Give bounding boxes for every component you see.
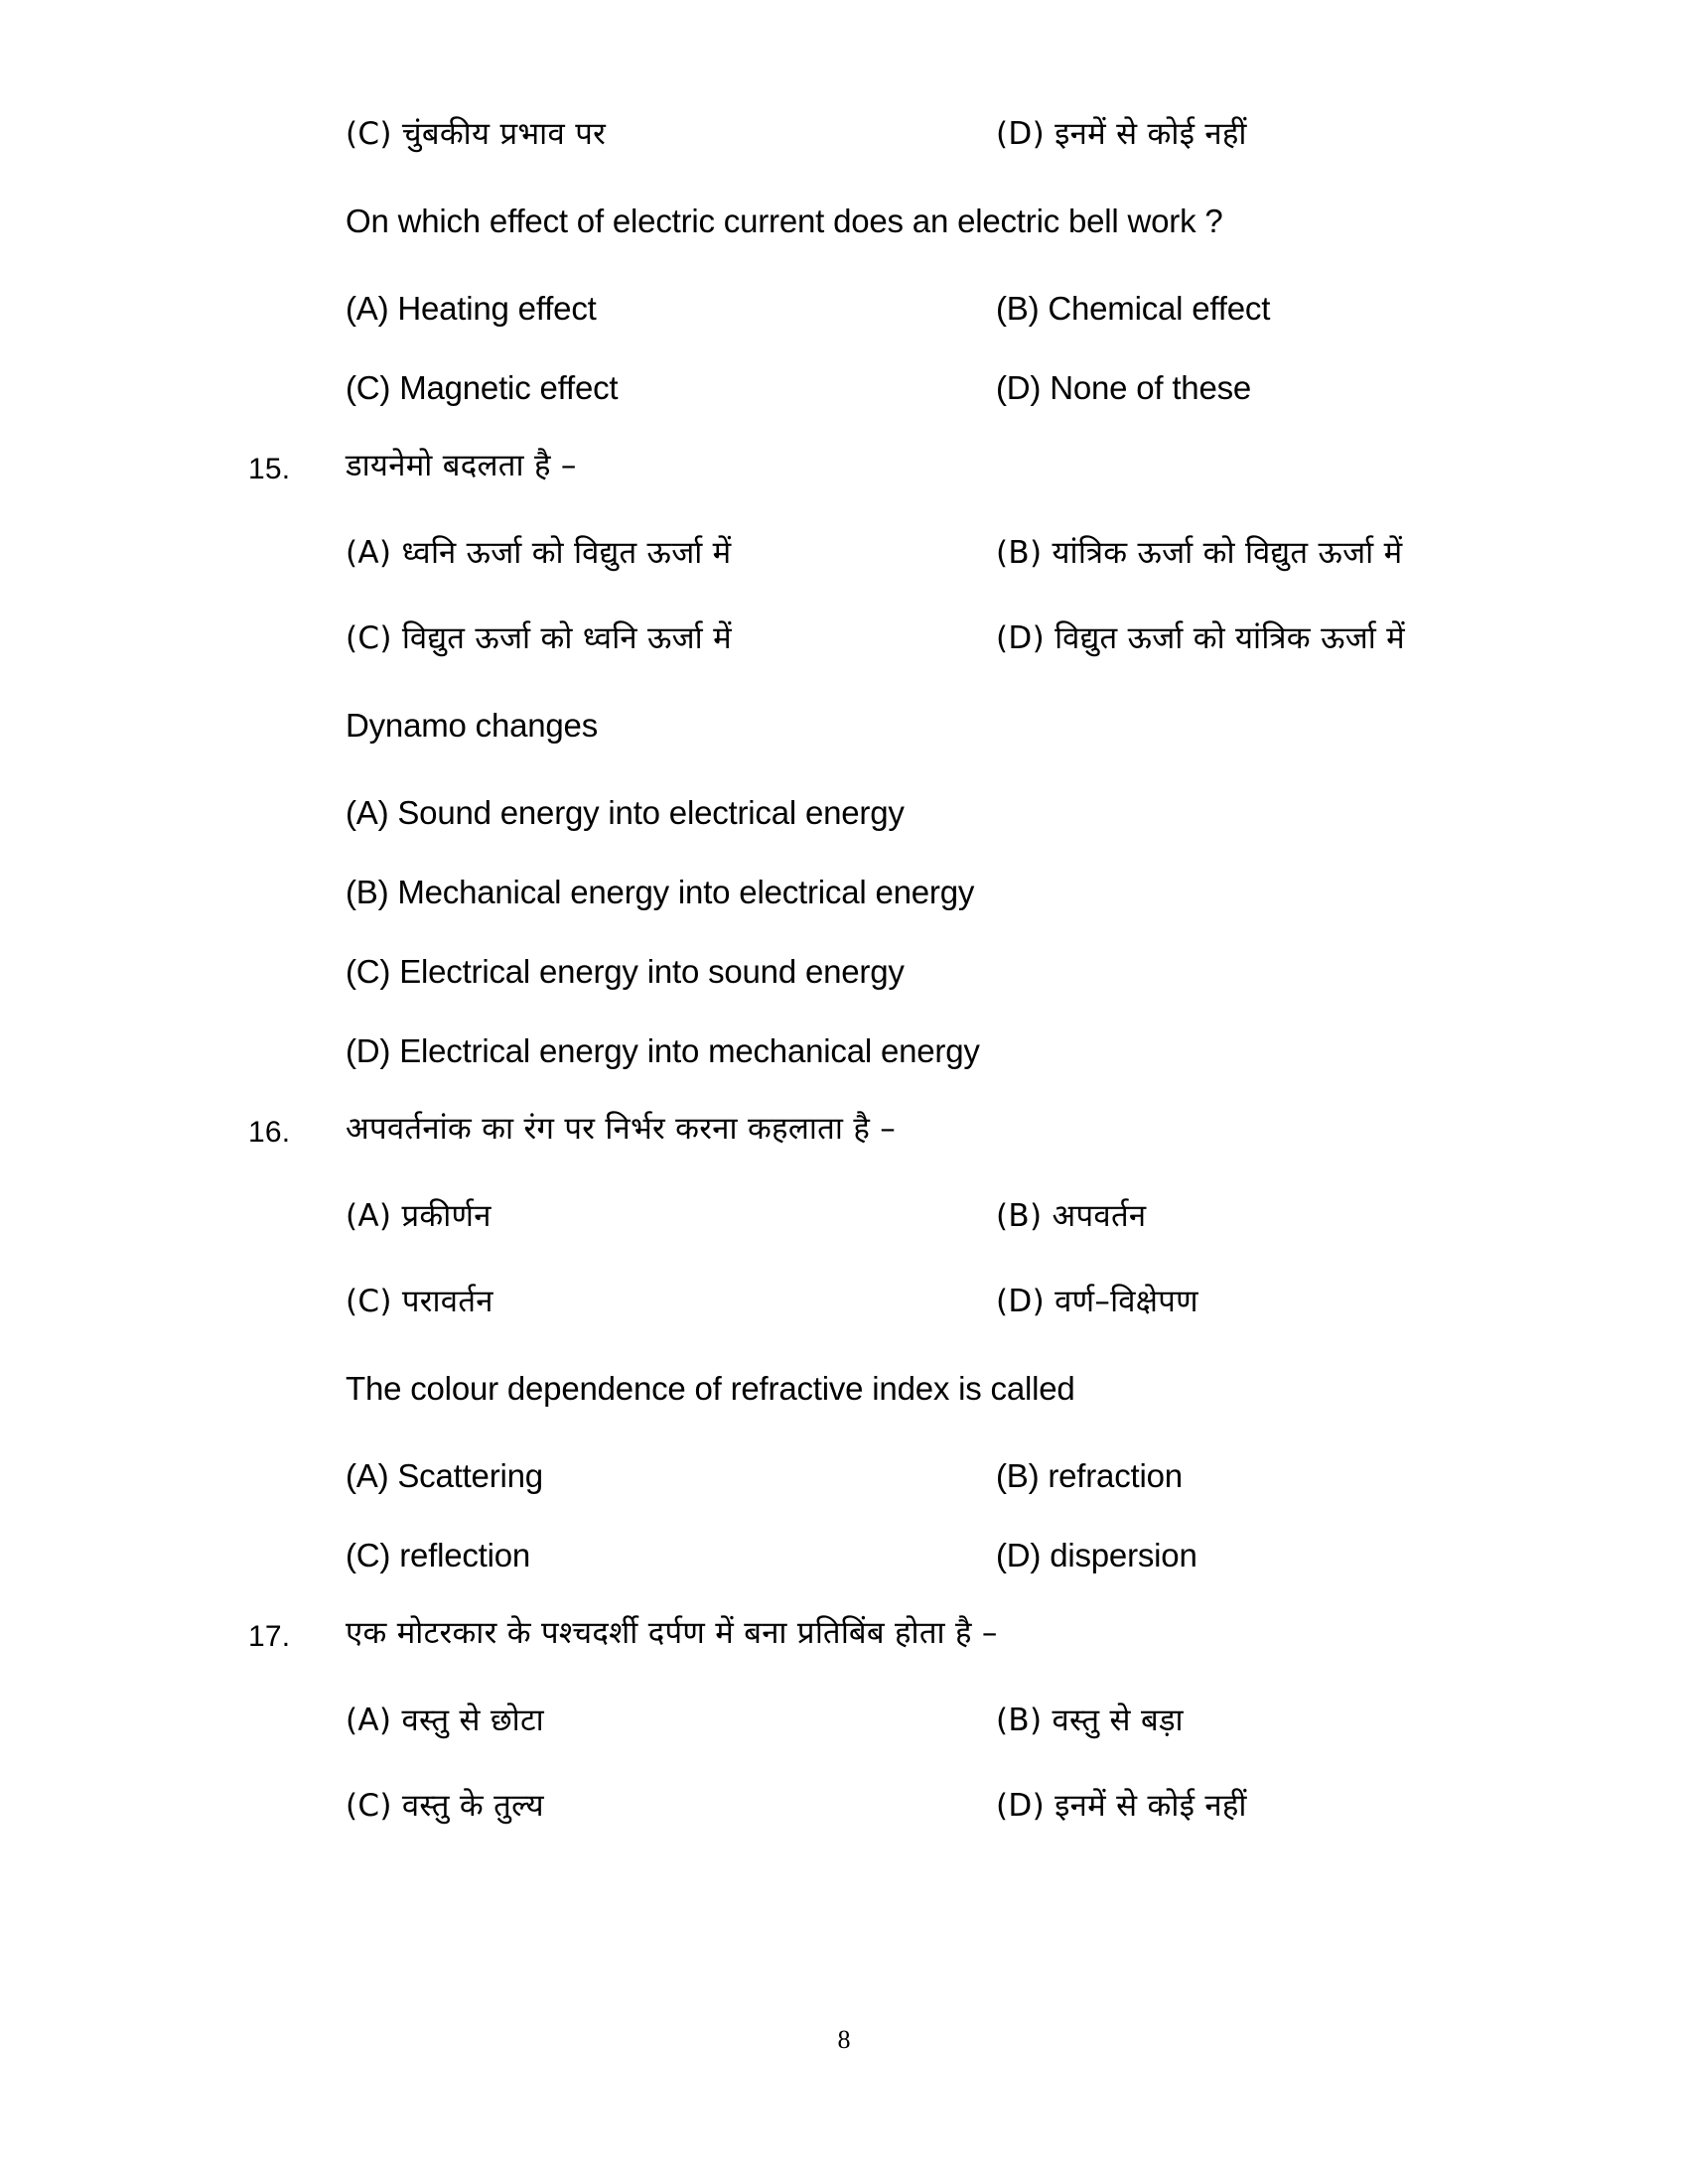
option-b-hindi xyxy=(996,535,1402,571)
option-column-right xyxy=(996,116,1646,152)
q16-hindi-options xyxy=(346,1198,1440,1372)
option-text: reflection xyxy=(399,1537,531,1573)
question-17 xyxy=(248,1615,1440,1876)
option-text: ध्वनि ऊर्जा को विद्युत ऊर्जा में xyxy=(401,535,732,571)
question-stem-row-hindi xyxy=(248,1615,1440,1706)
option-column-right xyxy=(996,1788,1646,1824)
stem-row xyxy=(346,709,1440,796)
option-column-left xyxy=(346,1198,996,1234)
option-c-hindi xyxy=(346,116,606,152)
question-stem-english: The colour dependence of refractive index is called xyxy=(346,1370,1075,1407)
question-content-area xyxy=(248,116,1440,1876)
option-column-left xyxy=(346,796,1440,829)
option-text: वस्तु से छोटा xyxy=(401,1703,544,1738)
option-column-right xyxy=(996,1539,1646,1571)
option-text: वस्तु के तुल्य xyxy=(401,1788,544,1824)
option-column-left xyxy=(346,1459,996,1492)
question-number: 17. xyxy=(248,1620,291,1653)
option-text: प्रकीर्णन xyxy=(401,1198,492,1234)
option-d-hindi xyxy=(996,116,1247,152)
option-c-english xyxy=(346,1537,530,1573)
option-text: विद्युत ऊर्जा को ध्वनि ऊर्जा में xyxy=(401,620,732,656)
option-text: Heating effect xyxy=(397,290,597,327)
option-label: (D) xyxy=(996,1537,1042,1573)
option-text: Electrical energy into sound energy xyxy=(399,953,905,990)
carryover-hindi-options xyxy=(346,116,1440,205)
option-label: (C) xyxy=(346,369,391,406)
option-c-english xyxy=(346,953,905,990)
option-label: (A) xyxy=(346,1457,389,1494)
option-d-hindi xyxy=(996,1788,1247,1824)
option-text: इनमें से कोई नहीं xyxy=(1055,116,1247,152)
option-column-left xyxy=(346,116,996,152)
carryover-stem-english: On which effect of electric current does an electric bell work ? xyxy=(346,203,1223,239)
option-label: (C) xyxy=(346,953,391,990)
option-column-right xyxy=(996,292,1646,325)
option-label: (B) xyxy=(996,535,1043,571)
option-a-english xyxy=(346,1457,543,1494)
option-column-left xyxy=(346,1703,996,1738)
question-stem-hindi: अपवर्तनांक का रंग पर निर्भर करना कहलाता है – xyxy=(346,1111,897,1147)
option-row xyxy=(346,1788,1440,1876)
option-a-hindi xyxy=(346,1198,492,1234)
option-text: वस्तु से बड़ा xyxy=(1052,1703,1184,1738)
option-d-hindi xyxy=(996,620,1405,656)
option-a-english xyxy=(346,794,905,831)
option-text: इनमें से कोई नहीं xyxy=(1055,1788,1247,1824)
option-label: (D) xyxy=(996,620,1045,656)
option-label: (C) xyxy=(346,620,392,656)
option-label: (B) xyxy=(996,1703,1043,1738)
option-c-hindi xyxy=(346,1788,544,1824)
option-column-left xyxy=(346,292,996,325)
option-text: Mechanical energy into electrical energy xyxy=(397,874,975,910)
q16-english-stem-wrap xyxy=(346,1372,1440,1459)
option-column-left xyxy=(346,876,1440,908)
option-column-right xyxy=(996,1459,1646,1492)
option-row xyxy=(346,620,1440,709)
option-row xyxy=(346,1539,1440,1618)
option-row xyxy=(346,1198,1440,1287)
page-number: 8 xyxy=(837,2025,851,2054)
option-column-left xyxy=(346,1034,1440,1067)
option-column-right xyxy=(996,1284,1646,1319)
option-c-hindi xyxy=(346,1284,493,1319)
question-16 xyxy=(248,1111,1440,1618)
option-b-english xyxy=(346,874,974,910)
option-label: (D) xyxy=(996,1284,1045,1319)
question-stem-row-hindi xyxy=(248,448,1440,538)
option-column-right xyxy=(996,1703,1646,1738)
option-c-english xyxy=(346,369,618,406)
option-column-right xyxy=(996,535,1646,571)
option-text: चुंबकीय प्रभाव पर xyxy=(401,116,607,152)
option-label: (A) xyxy=(346,794,389,831)
question-stem-english: Dynamo changes xyxy=(346,707,599,744)
option-text: refraction xyxy=(1048,1457,1183,1494)
option-row xyxy=(346,1459,1440,1539)
option-b-hindi xyxy=(996,1198,1146,1234)
option-label: (B) xyxy=(996,1198,1043,1234)
option-label: (B) xyxy=(996,290,1040,327)
option-column-left xyxy=(346,1788,996,1824)
option-label: (C) xyxy=(346,1537,391,1573)
option-b-english xyxy=(996,290,1270,327)
option-row xyxy=(346,1703,1440,1791)
option-label: (A) xyxy=(346,1198,392,1234)
q16-english-options xyxy=(346,1459,1440,1618)
option-label: (C) xyxy=(346,1788,392,1824)
option-text: Electrical energy into mechanical energy xyxy=(399,1032,980,1069)
option-a-english xyxy=(346,290,597,327)
option-text: dispersion xyxy=(1050,1537,1197,1573)
option-row xyxy=(346,535,1440,623)
option-text: विद्युत ऊर्जा को यांत्रिक ऊर्जा में xyxy=(1055,620,1406,656)
q15-english-stem-wrap xyxy=(346,709,1440,796)
option-text: Magnetic effect xyxy=(399,369,619,406)
q15-english-options xyxy=(346,796,1440,1114)
option-column-right xyxy=(996,1198,1646,1234)
option-text: परावर्तन xyxy=(401,1284,493,1319)
option-d-english xyxy=(996,369,1251,406)
question-number: 16. xyxy=(248,1116,291,1149)
q17-hindi-options xyxy=(346,1703,1440,1876)
option-text: वर्ण–विक्षेपण xyxy=(1055,1284,1198,1319)
option-b-english xyxy=(996,1457,1183,1494)
option-row xyxy=(346,955,1440,1034)
option-d-hindi xyxy=(996,1284,1198,1319)
option-d-english xyxy=(996,1537,1197,1573)
stem-row xyxy=(346,1372,1440,1459)
option-column-right xyxy=(996,620,1646,656)
option-label: (D) xyxy=(346,1032,391,1069)
option-row xyxy=(346,292,1440,371)
option-column-left xyxy=(346,371,996,404)
option-row xyxy=(346,116,1440,205)
option-a-hindi xyxy=(346,535,732,571)
option-label: (D) xyxy=(996,369,1042,406)
option-b-hindi xyxy=(996,1703,1184,1738)
option-column-left xyxy=(346,1539,996,1571)
question-stem-row-hindi xyxy=(248,1111,1440,1201)
option-row xyxy=(346,876,1440,955)
option-row xyxy=(346,1034,1440,1114)
option-text: None of these xyxy=(1050,369,1252,406)
option-text: अपवर्तन xyxy=(1052,1198,1147,1234)
option-label: (A) xyxy=(346,290,389,327)
option-text: Chemical effect xyxy=(1048,290,1271,327)
option-label: (A) xyxy=(346,1703,392,1738)
option-column-left xyxy=(346,955,1440,988)
option-text: यांत्रिक ऊर्जा को विद्युत ऊर्जा में xyxy=(1052,535,1403,571)
option-row xyxy=(346,371,1440,451)
option-label: (D) xyxy=(996,1788,1045,1824)
carryover-english-options xyxy=(346,292,1440,451)
question-15 xyxy=(248,448,1440,1114)
question-number: 15. xyxy=(248,453,291,485)
option-a-hindi xyxy=(346,1703,544,1738)
option-label: (C) xyxy=(346,116,392,152)
q15-hindi-options xyxy=(346,535,1440,709)
option-label: (C) xyxy=(346,1284,392,1319)
option-label: (D) xyxy=(996,116,1045,152)
option-column-left xyxy=(346,535,996,571)
option-column-left xyxy=(346,1284,996,1319)
option-row xyxy=(346,1284,1440,1372)
question-stem-hindi: एक मोटरकार के पश्चदर्शी दर्पण में बना प्रतिबिंब होता है – xyxy=(346,1615,998,1651)
option-column-right xyxy=(996,371,1646,404)
option-c-hindi xyxy=(346,620,732,656)
option-text: Sound energy into electrical energy xyxy=(397,794,905,831)
option-text: Scattering xyxy=(397,1457,543,1494)
option-row xyxy=(346,796,1440,876)
option-label: (A) xyxy=(346,535,392,571)
option-column-left xyxy=(346,620,996,656)
option-d-english xyxy=(346,1032,980,1069)
question-stem-hindi: डायनेमो बदलता है – xyxy=(346,448,577,483)
option-label: (B) xyxy=(996,1457,1040,1494)
option-label: (B) xyxy=(346,874,389,910)
carryover-english-stem-wrap xyxy=(346,205,1440,292)
stem-row xyxy=(346,205,1440,292)
